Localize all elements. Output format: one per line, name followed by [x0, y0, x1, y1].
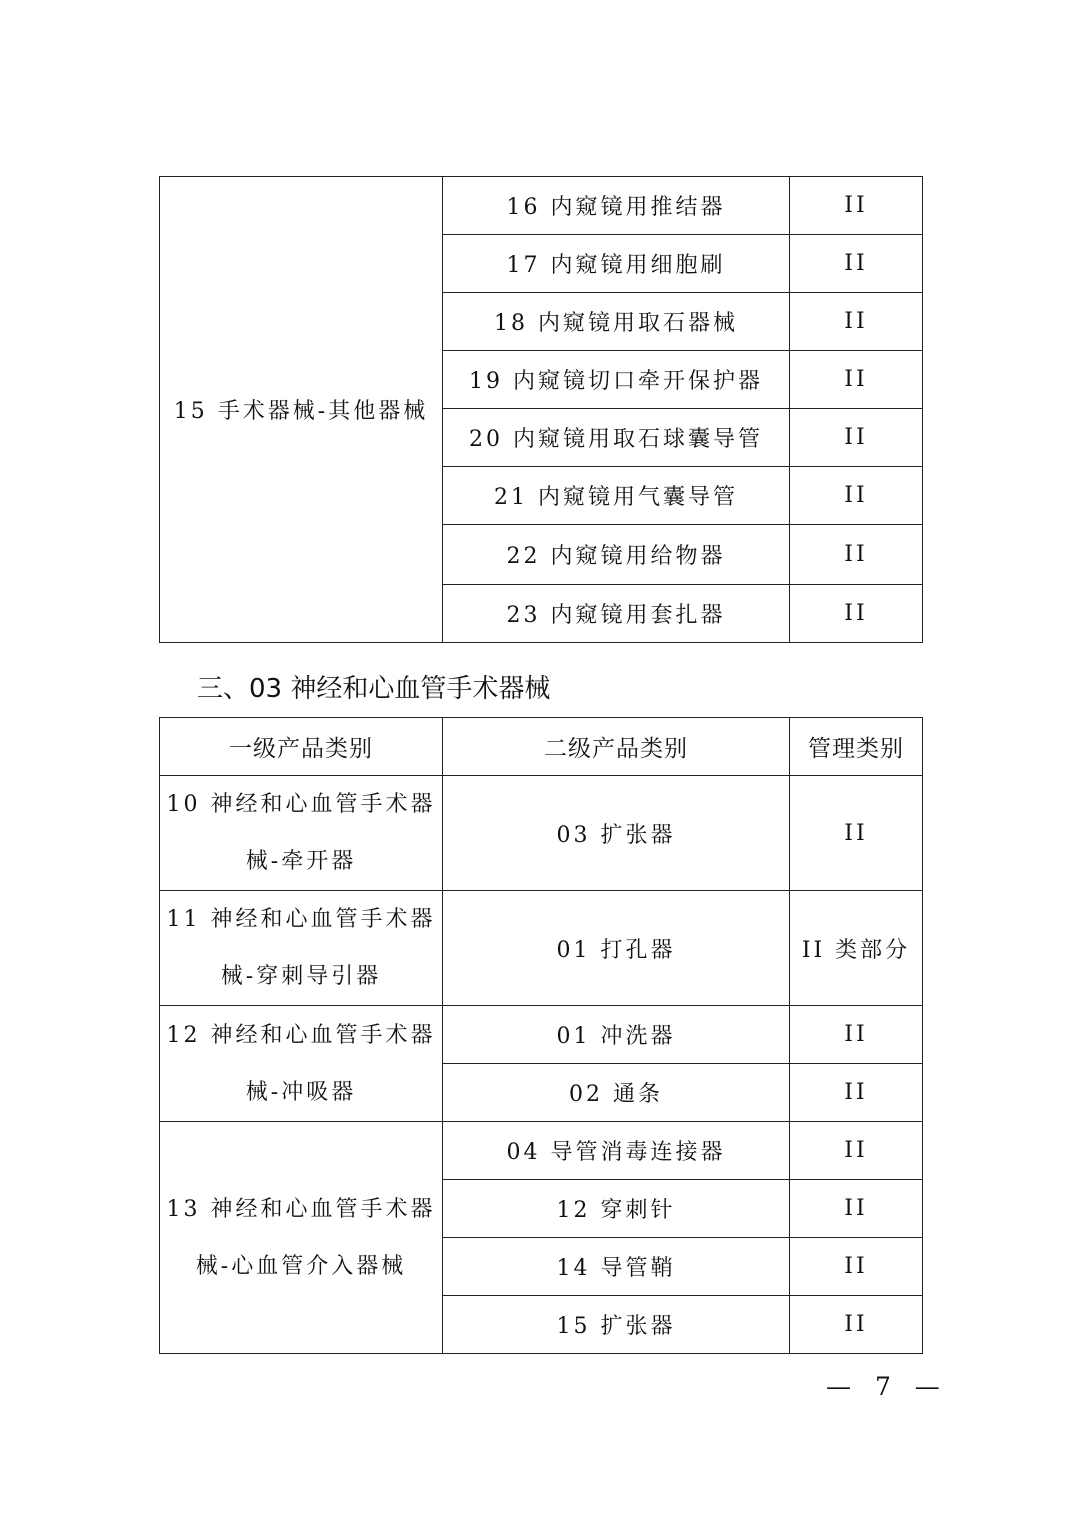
secondary-category-cell: 12 穿刺针: [443, 1180, 790, 1238]
management-class-cell: II: [790, 409, 923, 467]
primary-category-text: 10 神经和心血管手术器械-牵开器: [166, 792, 436, 874]
secondary-category-cell: 21 内窥镜用气囊导管: [443, 467, 790, 525]
management-class-cell: II: [790, 467, 923, 525]
management-class-cell: II: [790, 1238, 923, 1296]
secondary-category-cell: 02 通条: [443, 1064, 790, 1122]
management-class-cell: II: [790, 585, 923, 643]
table-neuro-cardio-instruments: [159, 717, 923, 1354]
primary-category-text: 11 神经和心血管手术器械-穿刺导引器: [166, 907, 436, 989]
secondary-category-cell: 16 内窥镜用推结器: [443, 177, 790, 235]
secondary-category-cell: 01 冲洗器: [443, 1006, 790, 1064]
primary-category-cell: [160, 776, 443, 891]
management-class-cell: II: [790, 1296, 923, 1354]
secondary-category-cell: 23 内窥镜用套扎器: [443, 585, 790, 643]
table-header-row: [160, 718, 923, 776]
column-header: 二级产品类别: [443, 718, 790, 776]
secondary-category-cell: 15 扩张器: [443, 1296, 790, 1354]
management-class-cell: II: [790, 1122, 923, 1180]
secondary-category-cell: 04 导管消毒连接器: [443, 1122, 790, 1180]
table-row: [160, 1006, 923, 1064]
management-class-cell: II: [790, 235, 923, 293]
primary-category-cell: [160, 1122, 443, 1354]
management-class-cell: II: [790, 525, 923, 585]
table-row: [160, 776, 923, 891]
table-row: [160, 891, 923, 1006]
secondary-category-cell: 19 内窥镜切口牵开保护器: [443, 351, 790, 409]
management-class-cell: II: [790, 1006, 923, 1064]
secondary-category-cell: 14 导管鞘: [443, 1238, 790, 1296]
section-title: 三、03 神经和心血管手术器械: [197, 674, 551, 704]
secondary-category-cell: 20 内窥镜用取石球囊导管: [443, 409, 790, 467]
management-class-cell: II: [790, 293, 923, 351]
management-class-cell: II: [790, 776, 923, 891]
table-row: [160, 1122, 923, 1180]
primary-category-text: 12 神经和心血管手术器械-冲吸器: [166, 1022, 436, 1105]
management-class-cell: II: [790, 1064, 923, 1122]
primary-category-cell: [160, 1006, 443, 1122]
management-class-cell: II: [790, 177, 923, 235]
primary-category-cell: [160, 891, 443, 1006]
column-header: 管理类别: [790, 718, 923, 776]
primary-category-cell: 15 手术器械-其他器械: [160, 177, 443, 643]
secondary-category-cell: 18 内窥镜用取石器械: [443, 293, 790, 351]
secondary-category-cell: 01 打孔器: [443, 891, 790, 1006]
secondary-category-cell: 17 内窥镜用细胞刷: [443, 235, 790, 293]
management-class-cell: II: [790, 351, 923, 409]
table-endoscope-instruments: [159, 176, 923, 643]
secondary-category-cell: 22 内窥镜用给物器: [443, 525, 790, 585]
column-header: 一级产品类别: [160, 718, 443, 776]
table-row: [160, 177, 923, 235]
page-number: — 7 —: [826, 1372, 948, 1401]
secondary-category-cell: 03 扩张器: [443, 776, 790, 891]
management-class-cell: II 类部分: [790, 891, 923, 1006]
management-class-cell: II: [790, 1180, 923, 1238]
primary-category-text: 13 神经和心血管手术器械-心血管介入器械: [166, 1196, 436, 1279]
